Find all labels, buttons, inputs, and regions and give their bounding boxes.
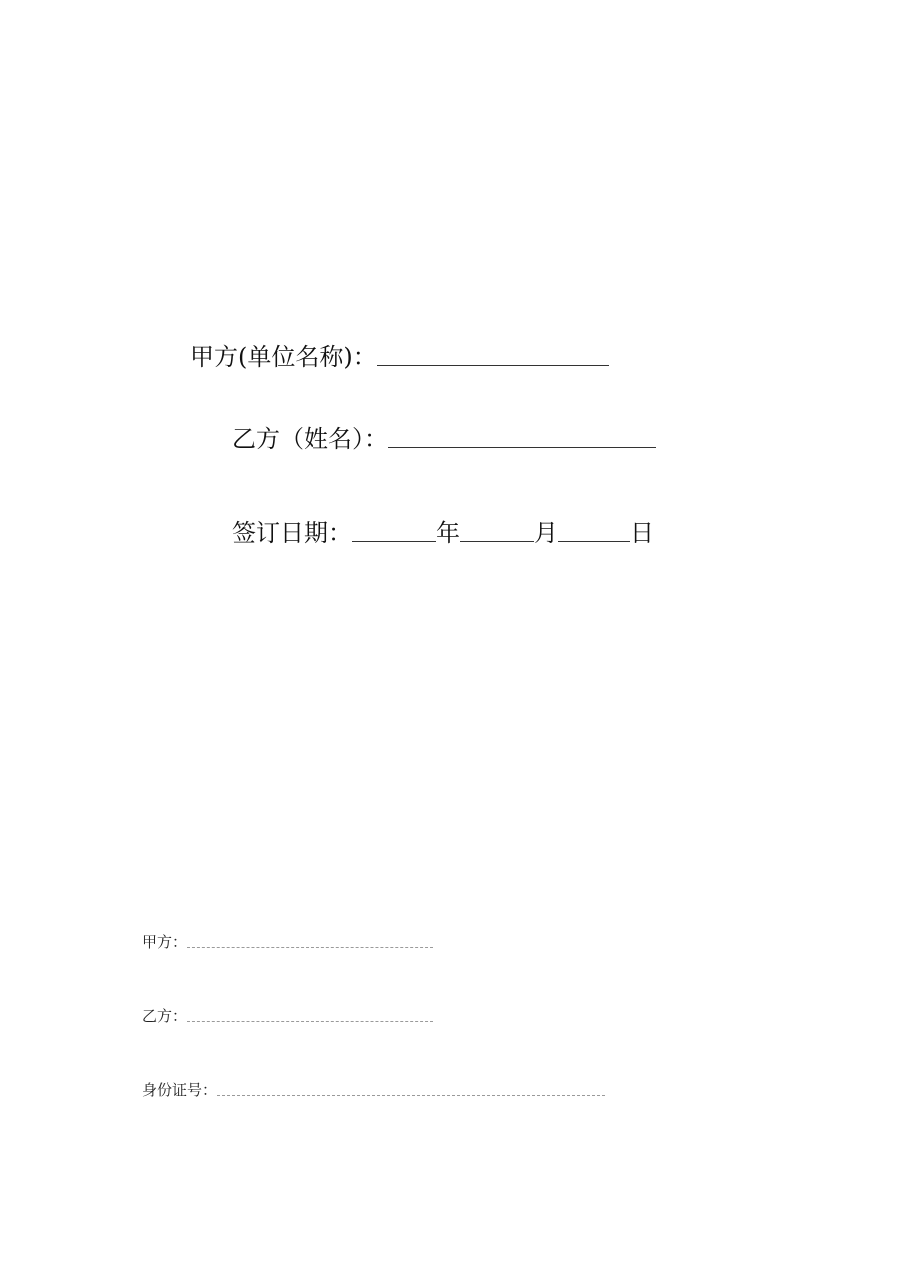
- sign-date-label: 签订日期：: [232, 519, 352, 547]
- signature-party-a-field: [142, 932, 433, 952]
- sign-month-blank[interactable]: [460, 540, 534, 542]
- id-number-blank[interactable]: [217, 1094, 605, 1096]
- party-b-name-blank[interactable]: [388, 446, 656, 448]
- sign-day-blank[interactable]: [558, 540, 630, 542]
- party-b-name-field: [232, 424, 656, 454]
- party-a-company-blank[interactable]: [377, 364, 609, 366]
- party-b-name-label: 乙方（姓名）：: [232, 425, 388, 453]
- day-label: 日: [630, 519, 654, 547]
- sign-year-blank[interactable]: [352, 540, 436, 542]
- sign-date-field: [232, 518, 654, 548]
- id-number-label: 身份证号：: [142, 1081, 218, 1099]
- party-a-company-label: 甲方(单位名称)：: [190, 343, 377, 371]
- party-a-company-field: [190, 342, 609, 372]
- signature-party-b-field: [142, 1006, 433, 1026]
- year-label: 年: [436, 519, 460, 547]
- month-label: 月: [534, 519, 558, 547]
- id-number-field: [142, 1080, 605, 1100]
- signature-party-a-label: 甲方：: [142, 933, 188, 951]
- signature-party-a-blank[interactable]: [187, 946, 433, 948]
- signature-party-b-blank[interactable]: [187, 1020, 433, 1022]
- signature-party-b-label: 乙方：: [142, 1007, 188, 1025]
